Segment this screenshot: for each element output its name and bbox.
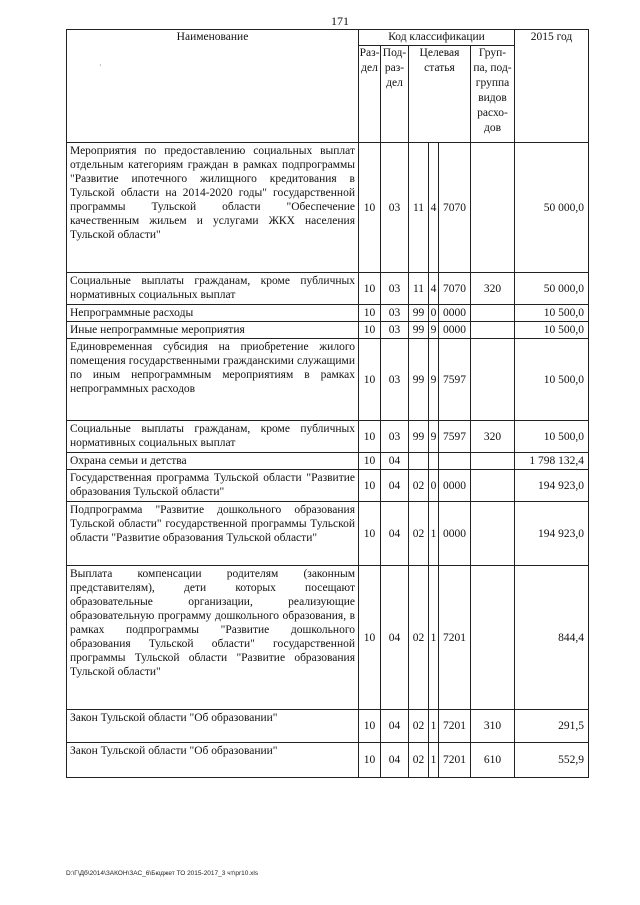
row-name: Охрана семьи и детства: [67, 453, 359, 470]
row-podrazdel: 04: [381, 566, 409, 710]
table-row: [67, 322, 589, 339]
row-razdel: 10: [359, 305, 381, 322]
page-number: 171: [331, 14, 349, 28]
row-target-3: 7201: [439, 566, 471, 710]
row-razdel: 10: [359, 710, 381, 743]
row-name: Социальные выплаты гражданам, кроме публичных нормативных социальных выплат: [67, 421, 359, 453]
row-vid: [471, 453, 515, 470]
row-target-1: 02: [409, 502, 429, 566]
row-target-3: 0000: [439, 502, 471, 566]
row-target-3: [439, 453, 471, 470]
row-target-2: 1: [429, 502, 439, 566]
row-target-1: [409, 453, 429, 470]
row-vid: [471, 566, 515, 710]
row-podrazdel: 03: [381, 339, 409, 421]
row-target-3: 7597: [439, 421, 471, 453]
row-razdel: 10: [359, 339, 381, 421]
table-row: [67, 273, 589, 305]
table-row: [67, 743, 589, 778]
row-target-3: 7597: [439, 339, 471, 421]
header-vid: Груп- па, под- группа видов расхо- дов: [471, 46, 515, 143]
row-razdel: 10: [359, 743, 381, 778]
row-vid: 320: [471, 273, 515, 305]
row-podrazdel: 03: [381, 421, 409, 453]
row-vid: [471, 502, 515, 566]
row-vid: [471, 322, 515, 339]
row-name: Выплата компенсации родителям (законным представителям), дети которых посещают образовательные организации, реализующие образовательную программу дошкольного образования, в рамках подпрограммы "Развитие дошкольного образования Тульской области" государственной программы Тульской области "Развитие образования Тульской области": [67, 566, 359, 710]
row-target-2: 9: [429, 322, 439, 339]
row-target-2: 9: [429, 421, 439, 453]
row-target-2: 9: [429, 339, 439, 421]
header-name: Наименование: [67, 30, 359, 143]
table-row: [67, 566, 589, 710]
row-razdel: 10: [359, 470, 381, 502]
row-razdel: 10: [359, 143, 381, 273]
row-target-1: 02: [409, 470, 429, 502]
row-sum: 10 500,0: [515, 339, 589, 421]
table-row: [67, 421, 589, 453]
row-name: Мероприятия по предоставлению социальных выплат отдельным категориям граждан в рамках подпрограммы "Развитие ипотечного жилищного кредитования в Тульской области на 2014-2020 годы" государственной программы Тульской области "Обеспечение качественным жильем и услугами ЖКХ населения Тульской области": [67, 143, 359, 273]
row-podrazdel: 04: [381, 470, 409, 502]
table-row: [67, 305, 589, 322]
row-name: Иные непрограммные мероприятия: [67, 322, 359, 339]
header-target: Целевая статья: [409, 46, 471, 143]
row-target-3: 7201: [439, 743, 471, 778]
row-name: Социальные выплаты гражданам, кроме публичных нормативных социальных выплат: [67, 273, 359, 305]
row-name: Непрограммные расходы: [67, 305, 359, 322]
row-target-3: 7201: [439, 710, 471, 743]
row-target-3: 0000: [439, 470, 471, 502]
row-target-1: 02: [409, 710, 429, 743]
row-target-2: 1: [429, 710, 439, 743]
row-name: Государственная программа Тульской области "Развитие образования Тульской области": [67, 470, 359, 502]
row-podrazdel: 03: [381, 322, 409, 339]
row-podrazdel: 03: [381, 273, 409, 305]
row-podrazdel: 04: [381, 453, 409, 470]
row-target-2: 4: [429, 143, 439, 273]
budget-table: [66, 29, 589, 778]
row-razdel: 10: [359, 273, 381, 305]
row-razdel: 10: [359, 502, 381, 566]
scan-speck: ·: [99, 61, 102, 70]
row-target-2: 1: [429, 566, 439, 710]
row-name: Подпрограмма "Развитие дошкольного образования Тульской области" государственной программы Тульской области "Развитие образования Тульской области": [67, 502, 359, 566]
row-target-2: 4: [429, 273, 439, 305]
row-podrazdel: 03: [381, 143, 409, 273]
row-razdel: 10: [359, 421, 381, 453]
row-podrazdel: 03: [381, 305, 409, 322]
row-target-3: 7070: [439, 273, 471, 305]
row-name: Закон Тульской области "Об образовании": [67, 743, 359, 778]
row-vid: 610: [471, 743, 515, 778]
row-vid: 310: [471, 710, 515, 743]
row-vid: [471, 143, 515, 273]
table-row: [67, 143, 589, 273]
row-target-3: 0000: [439, 322, 471, 339]
row-podrazdel: 04: [381, 710, 409, 743]
row-podrazdel: 04: [381, 502, 409, 566]
row-target-3: 7070: [439, 143, 471, 273]
row-vid: [471, 339, 515, 421]
row-target-1: 11: [409, 273, 429, 305]
row-sum: 1 798 132,4: [515, 453, 589, 470]
row-target-1: 99: [409, 305, 429, 322]
row-target-1: 11: [409, 143, 429, 273]
row-razdel: 10: [359, 322, 381, 339]
row-sum: 552,9: [515, 743, 589, 778]
row-sum: 50 000,0: [515, 143, 589, 273]
header-row-1: [67, 30, 589, 46]
table-row: [67, 502, 589, 566]
table-row: [67, 710, 589, 743]
header-year: 2015 год: [515, 30, 589, 143]
row-target-2: 1: [429, 743, 439, 778]
row-target-3: 0000: [439, 305, 471, 322]
header-code-group: Код классификации: [359, 30, 515, 46]
row-target-1: 99: [409, 322, 429, 339]
row-name: Закон Тульской области "Об образовании": [67, 710, 359, 743]
row-target-1: 99: [409, 421, 429, 453]
table-row: [67, 339, 589, 421]
header-razdel: Раз- дел: [359, 46, 381, 143]
row-target-2: 0: [429, 305, 439, 322]
row-razdel: 10: [359, 566, 381, 710]
row-sum: 844,4: [515, 566, 589, 710]
row-target-2: [429, 453, 439, 470]
file-path-footer: D:\Г\Дб\2014\ЗАКОН\ЗАС_6\Бюджет ТО 2015-2017_3 чт\pr10.xls: [66, 870, 259, 877]
row-vid: 320: [471, 421, 515, 453]
row-sum: 194 923,0: [515, 470, 589, 502]
row-sum: 10 500,0: [515, 305, 589, 322]
row-sum: 50 000,0: [515, 273, 589, 305]
row-target-1: 99: [409, 339, 429, 421]
header-podrazdel: Под- раз- дел: [381, 46, 409, 143]
row-vid: [471, 470, 515, 502]
table-row: [67, 470, 589, 502]
row-sum: 291,5: [515, 710, 589, 743]
row-name: Единовременная субсидия на приобретение жилого помещения государственными гражданскими служащими по иным непрограммным мероприятиям в рамках непрограммных расходов: [67, 339, 359, 421]
row-sum: 10 500,0: [515, 421, 589, 453]
row-razdel: 10: [359, 453, 381, 470]
table-row: [67, 453, 589, 470]
row-sum: 10 500,0: [515, 322, 589, 339]
row-podrazdel: 04: [381, 743, 409, 778]
row-target-1: 02: [409, 743, 429, 778]
row-target-2: 0: [429, 470, 439, 502]
row-target-1: 02: [409, 566, 429, 710]
row-vid: [471, 305, 515, 322]
row-sum: 194 923,0: [515, 502, 589, 566]
